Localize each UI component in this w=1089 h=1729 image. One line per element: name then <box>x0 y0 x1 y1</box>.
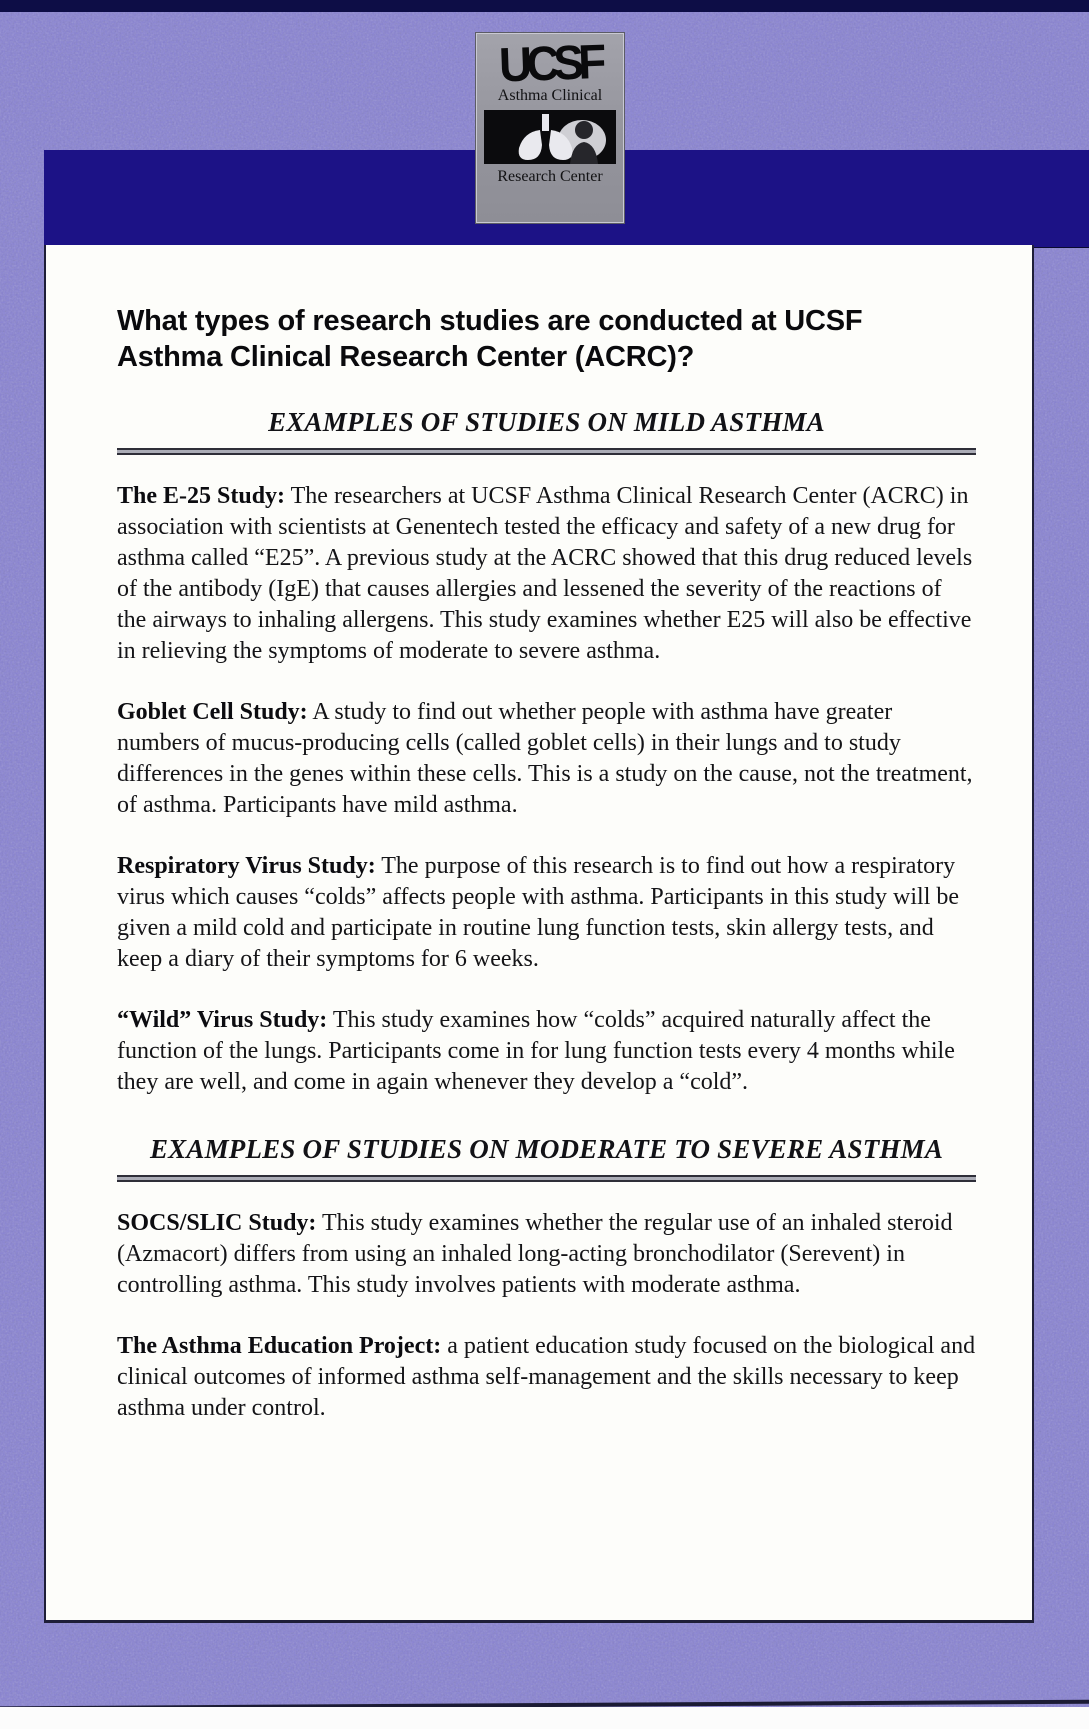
section-rule <box>117 448 976 455</box>
study-name: “Wild” Virus Study: <box>117 1007 328 1033</box>
ucsf-acrc-logo-badge <box>475 32 625 224</box>
study-description: a patient education study focused on the biological and clinical outcomes of informed asthma self-management and the skills necessary to keep asthma under control. <box>117 1333 976 1421</box>
study-paragraph-socs-slic <box>117 1208 976 1301</box>
study-description: The researchers at UCSF Asthma Clinical Research Center (ACRC) in association with scientists at Genentech tested the efficacy and safety of a new drug for asthma called “E25”. A previous study at the ACRC showed that this drug reduced levels of the antibody (IgE) that causes allergies and lessened the severity of the reactions of the airways to inhaling allergens. This study examines whether E25 will also be effective in relieving the symptoms of moderate to severe asthma. <box>117 483 973 664</box>
study-paragraph-asthma-education <box>117 1331 976 1424</box>
lungs-illustration-icon <box>484 110 616 164</box>
logo-label-research-center: Research Center <box>497 168 603 185</box>
top-navy-strip <box>0 0 1089 12</box>
study-name: The E-25 Study: <box>117 483 286 509</box>
study-name: SOCS/SLIC Study: <box>117 1210 317 1236</box>
study-paragraph-wild-virus <box>117 1005 976 1098</box>
study-paragraph-respiratory-virus <box>117 851 976 975</box>
scan-bottom-white-margin <box>0 1707 1089 1729</box>
study-name: Respiratory Virus Study: <box>117 853 376 879</box>
section-heading-moderate-severe-asthma: EXAMPLES OF STUDIES ON MODERATE TO SEVERE ASTHMA <box>149 1134 944 1164</box>
study-paragraph-e25 <box>117 481 976 667</box>
study-description: The purpose of this research is to find out how a respiratory virus which causes “colds” affects people with asthma. Participants in this study will be given a mild cold and participate in routine lung function tests, skin allergy tests, and keep a diary of their symptoms for 6 weeks. <box>117 853 960 972</box>
ucsf-logo-text: UCSF <box>498 33 602 93</box>
section-rule <box>117 1175 976 1182</box>
study-description: A study to find out whether people with asthma have greater numbers of mucus-producing cells (called goblet cells) in their lungs and to study differences in the genes within these cells. This is a study on the cause, not the treatment, of asthma. Participants have mild asthma. <box>117 699 973 818</box>
study-paragraph-goblet-cell <box>117 697 976 821</box>
section-heading-mild-asthma: EXAMPLES OF STUDIES ON MILD ASTHMA <box>268 407 825 437</box>
logo-label-asthma-clinical: Asthma Clinical <box>497 87 603 104</box>
study-name: The Asthma Education Project: <box>117 1333 442 1359</box>
content <box>46 245 1032 1424</box>
page-title: What types of research studies are conducted at UCSF Asthma Clinical Research Center (ACRC)? <box>117 305 863 373</box>
study-description: This study examines whether the regular use of an inhaled steroid (Azmacort) differs from using an inhaled long-acting bronchodilator (Serevent) in controlling asthma. This study involves patients with moderate asthma. <box>117 1210 953 1298</box>
study-name: Goblet Cell Study: <box>117 699 308 725</box>
study-description: This study examines how “colds” acquired naturally affect the function of the lungs. Participants come in for lung function tests every 4 months while they are well, and come in again whenever they develop a “cold”. <box>117 1007 955 1095</box>
content-panel <box>44 245 1034 1623</box>
